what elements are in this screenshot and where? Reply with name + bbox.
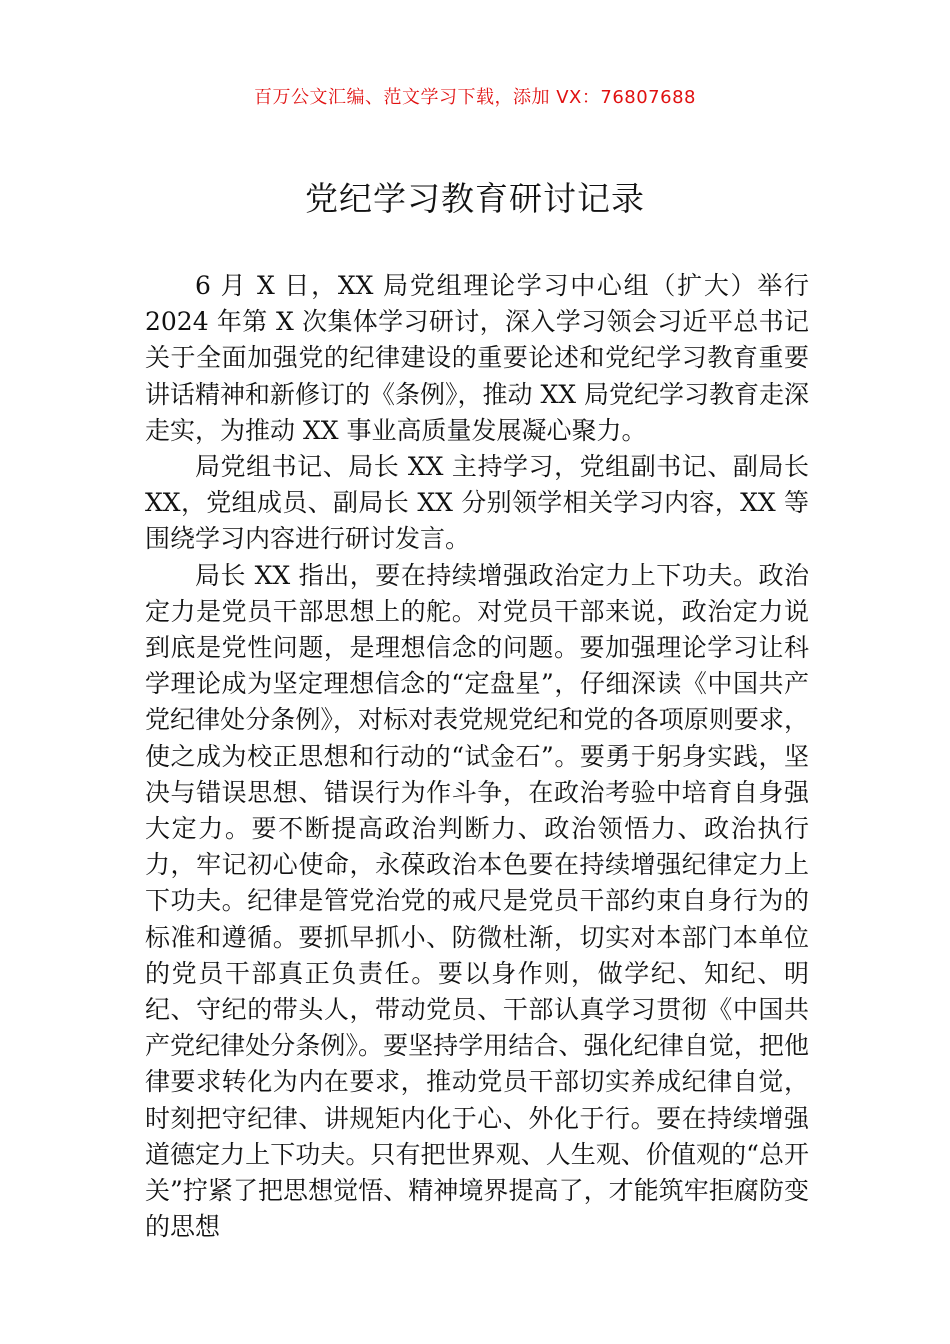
- document-title: 党纪学习教育研讨记录: [305, 179, 645, 218]
- paragraph-remarks: 局长 XX 指出，要在持续增强政治定力上下功夫。政治定力是党员干部思想上的舵。对党员干部来说，政治定力说到底是党性问题，是理想信念的问题。要加强理论学习让科学理论成为坚定理想信念的“定盘星”，仔细深读《中国共产党纪律处分条例》，对标对表党规党纪和党的各项原则要求，使之成为校正思想和行动的“试金石”。要勇于躬身实践，坚决与错误思想、错误行为作斗争，在政治考验中培育自身强大定力。要不断提高政治判断力、政治领悟力、政治执行力，牢记初心使命，永葆政治本色要在持续增强纪律定力上下功夫。纪律是管党治党的戒尺是党员干部约束自身行为的标准和遵循。要抓早抓小、防微杜渐，切实对本部门本单位的党员干部真正负责任。要以身作则，做学纪、知纪、明纪、守纪的带头人，带动党员、干部认真学习贯彻《中国共产党纪律处分条例》。要坚持学用结合、强化纪律自觉，把他律要求转化为内在要求，推动党员干部切实养成纪律自觉，时刻把守纪律、讲规矩内化于心、外化于行。要在持续增强道德定力上下功夫。只有把世界观、人生观、价值观的“总开关”拧紧了把思想觉悟、精神境界提高了，才能筑牢拒腐防变的思想: [145, 560, 809, 1242]
- document-body: [145, 268, 809, 1245]
- paragraph-participants: 局党组书记、局长 XX 主持学习，党组副书记、副局长 XX，党组成员、副局长 XX 分别领学相关学习内容，XX 等围绕学习内容进行研讨发言。: [145, 452, 809, 554]
- download-notice: 百万公文汇编、范文学习下载，添加 VX：76807688: [254, 87, 696, 108]
- paragraph-intro: 6 月 X 日，XX 局党组理论学习中心组（扩大）举行 2024 年第 X 次集体学习研讨，深入学习领会习近平总书记关于全面加强党的纪律建设的重要论述和党纪学习教育重要讲话精神和新修订的《条例》，推动 XX 局党纪学习教育走深走实，为推动 XX 事业高质量发展凝心聚力。: [145, 271, 809, 445]
